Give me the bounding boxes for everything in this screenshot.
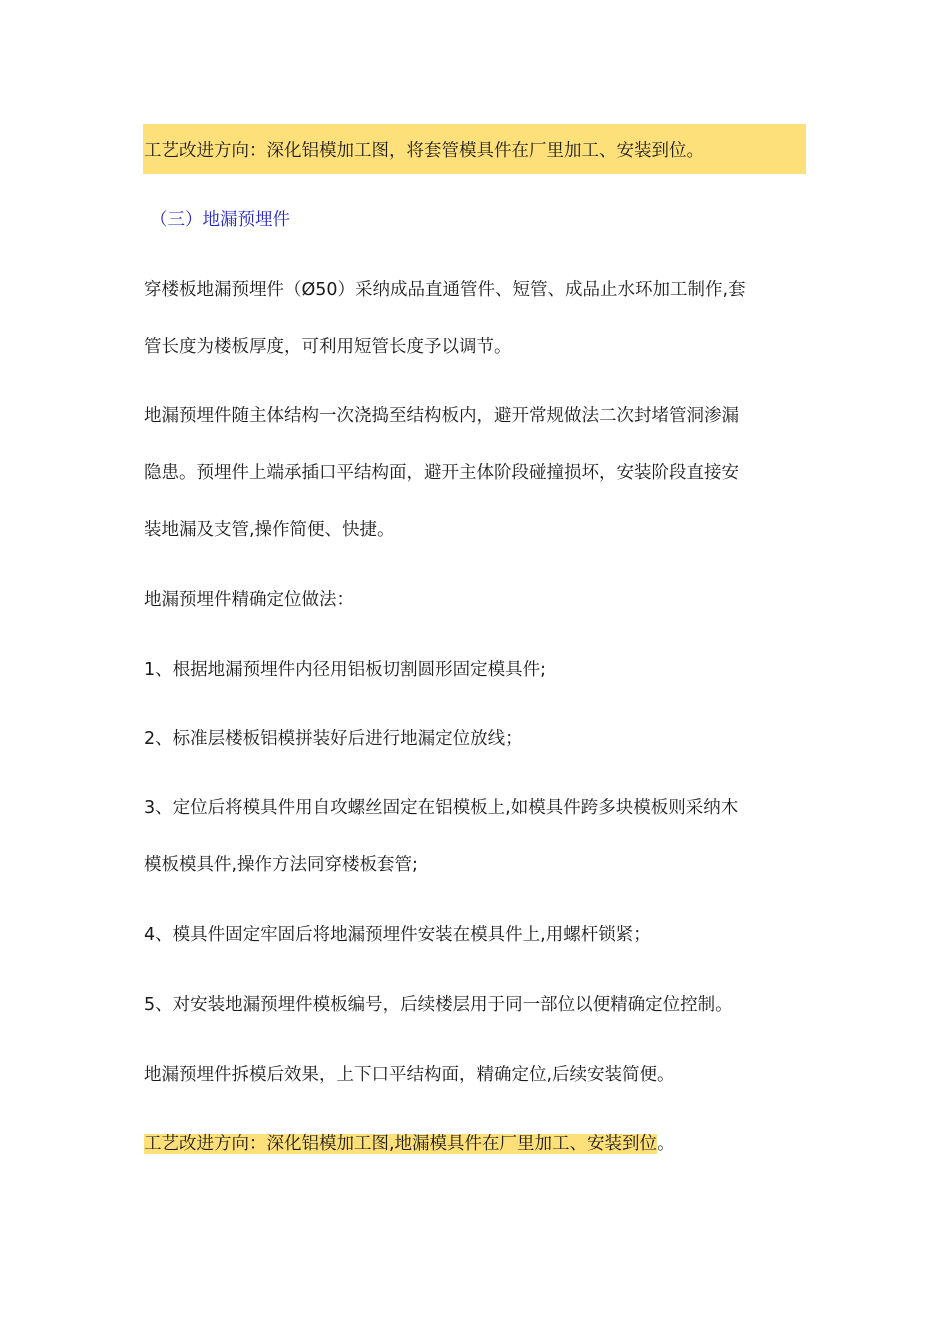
step-4: 4、模具件固定牢固后将地漏预埋件安装在模具件上,用螺杆锁紧； — [144, 925, 651, 945]
section-heading: （三）地漏预埋件 — [150, 210, 290, 230]
step-1: 1、根据地漏预埋件内径用铝板切割圆形固定模具件; — [144, 660, 547, 680]
para2-line2: 隐患。预埋件上端承插口平结构面，避开主体阶段碰撞损坏，安装阶段直接安 — [144, 463, 739, 483]
para2-line3: 装地漏及支管,操作简便、快捷。 — [144, 520, 395, 540]
improvement-note-2-highlight: 工艺改进方向：深化铝模加工图,地漏模具件在厂里加工、安装到位 — [144, 1134, 658, 1154]
step-3-line2: 模板模具件,操作方法同穿楼板套管; — [144, 855, 418, 875]
effect-text: 地漏预埋件拆模后效果，上下口平结构面，精确定位,后续安装简便。 — [144, 1065, 675, 1085]
para2-line1: 地漏预埋件随主体结构一次浇捣至结构板内，避开常规做法二次封堵管洞渗漏 — [144, 406, 739, 426]
para1-line1: 穿楼板地漏预埋件（Ø50）采纳成品直通管件、短管、成品止水环加工制作,套 — [144, 280, 746, 300]
method-title: 地漏预埋件精确定位做法： — [144, 590, 354, 610]
step-5: 5、对安装地漏预埋件模板编号，后续楼层用于同一部位以便精确定位控制。 — [144, 995, 733, 1015]
step-2: 2、标准层楼板铝模拼装好后进行地漏定位放线； — [144, 729, 523, 749]
para1-line2: 管长度为楼板厚度，可利用短管长度予以调节。 — [144, 337, 512, 357]
improvement-note-1: 工艺改进方向：深化铝模加工图，将套管模具件在厂里加工、安装到位。 — [144, 141, 704, 161]
step-3-line1: 3、定位后将模具件用自攻螺丝固定在铝模板上,如模具件跨多块模板则采纳木 — [144, 798, 739, 818]
improvement-note-2 — [144, 1132, 806, 1156]
improvement-note-2-tail: 。 — [657, 1134, 675, 1154]
